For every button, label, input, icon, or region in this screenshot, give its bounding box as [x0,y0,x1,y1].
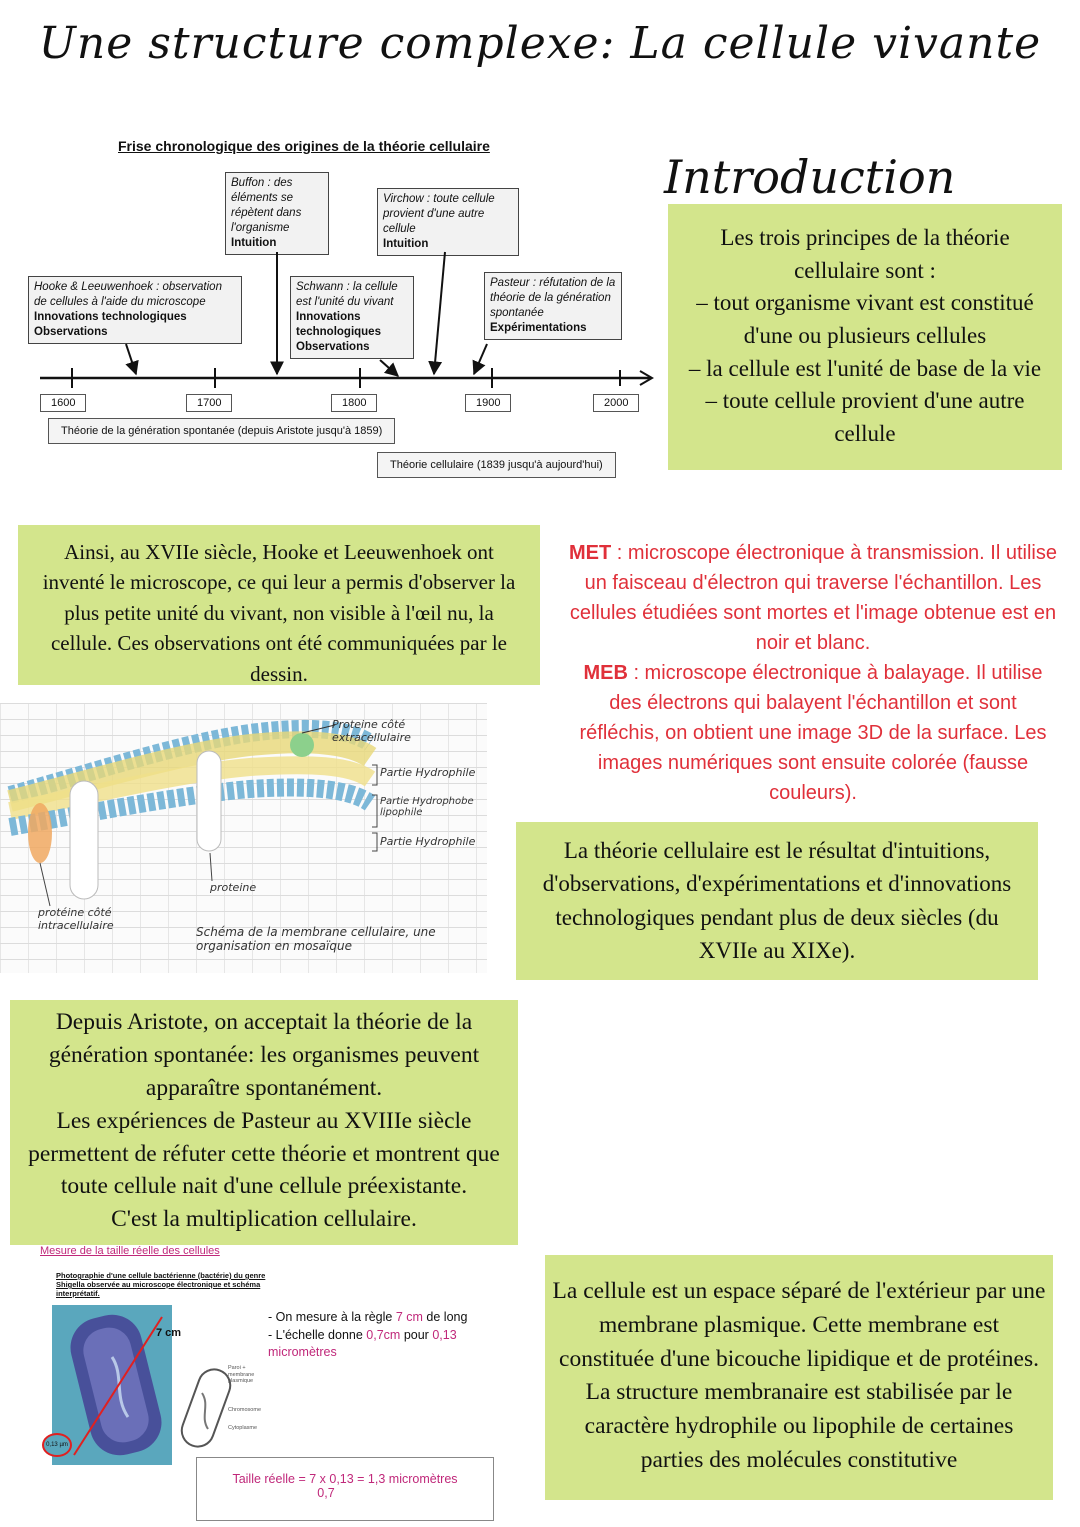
line2-mid: pour [400,1327,433,1342]
event-type: Intuition [383,237,429,250]
year-2000: 2000 [593,394,639,412]
intro-heading: Introduction [664,150,956,204]
event-text: toute cellule provient d'une autre cellule [383,193,495,235]
measure-lines [268,1309,498,1362]
met-text: : microscope électronique à transmission. Il utilise un faisceau d'électron qui traverse l'échantillon. Les cellules étudiées sont mortes et l'image obtenue est en noir et blanc. [569,542,1057,654]
measure-caption: Photographie d'une cellule bactérienne (bactérie) du genre Shigella observée au microscope électronique et schéma interprétatif. [56,1271,266,1298]
meb-text: : microscope électronique à balayage. Il utilise des électrons qui balayent l'échantillon et sont réfléchis, on obtient une image 3D de la surface. Les images numériques sont ensuite colorée (fausse couleurs). [579,662,1047,804]
intro-block: Les trois principes de la théorie cellulaire sont : – tout organisme vivant est constitué d'une ou plusieurs cellules – la cellule est l'unité de base de la vie – toute cellule provient d'une autre cellule [668,204,1062,470]
measure-line-1 [268,1309,498,1327]
event-text: observation de cellules à l'aide du microscope [34,281,222,308]
event-text: réfutation de la théorie de la génération spontanée [490,277,616,319]
meb-label: MEB [583,662,628,684]
label-hydrophilic-top: Partie Hydrophile [380,766,476,779]
formula-denominator: 0,7 [317,1486,335,1500]
event-author: Buffon : [231,177,271,189]
hooke-block: Ainsi, au XVIIe siècle, Hooke et Leeuwenhoek ont inventé le microscope, ce qui leur a permis d'observer la plus petite unité du vivant, non visible à l'œil nu, la cellule. Ces observations ont été communiquées par le dessin. [18,525,540,685]
bar-spontaneous-generation: Théorie de la génération spontanée (depuis Aristote jusqu'à 1859) [48,418,395,444]
year-1700: 1700 [186,394,232,412]
title-part2: La cellule vivante [630,18,1042,69]
event-text: des éléments se répètent dans l'organisme [231,177,302,234]
bacterium-schema [180,1363,235,1453]
event-type: Innovations technologiques Observations [34,310,187,338]
event-author: Pasteur : [490,277,537,289]
timeline-heading: Frise chronologique des origines de la théorie cellulaire [118,138,490,154]
aristote-block: Depuis Aristote, on acceptait la théorie de la génération spontanée: les organismes peuvent apparaître spontanément. Les expériences de Pasteur au XVIIIe siècle permettent de réfuter cette théorie et montrent que toute cellule nait d'une cellule préexistante. C'est la multiplication cellulaire. [10,1000,518,1245]
event-type: Innovations technologiques Observations [296,310,381,353]
line2-value1: 0,7cm [366,1327,401,1342]
event-author: Schwann : [296,281,350,293]
event-author: Virchow : [383,193,431,205]
year-1900: 1900 [465,394,511,412]
label-extracellular-protein: Proteine côté extracellulaire [332,718,411,744]
page-title [0,18,1080,69]
membrane-drawing [0,703,487,973]
title-separator: : [599,18,616,69]
line1-value: 7 cm [395,1310,423,1324]
measure-line-2 [268,1327,498,1362]
drawing-caption: Schéma de la membrane cellulaire, une organisation en mosaïque [196,925,436,953]
label-lipophilic: Partie Hydrophobe lipophile [380,796,474,818]
ruler-label: 7 cm [156,1327,182,1339]
formula-box [196,1457,494,1521]
event-text: la cellule est l'unité du vivant [296,281,398,308]
schema-label-chromosome: Chromosome [228,1407,262,1413]
event-author: Hooke & Leeuwenhoek : [34,281,160,293]
line2-pre: - L'échelle donne [268,1327,367,1342]
year-1600: 1600 [40,394,86,412]
scale-tag: 0,13 µm [42,1433,72,1457]
title-part1: Une structure complexe [38,18,600,69]
schema-label-cytoplasm: Cytoplasme [228,1425,258,1431]
membrane-block: La cellule est un espace séparé de l'extérieur par une membrane plasmique. Cette membrane est constituée d'une bicouche lipidique et de protéines. La structure membranaire est stabilisée par le caractère hydrophile ou lipophile de certaines parties des molécules constitutive [545,1255,1053,1500]
line2-value2: 0,13 micromètres [268,1327,457,1359]
event-type: Expérimentations [490,321,587,334]
microscopes-note [568,538,1058,808]
bar-cell-theory: Théorie cellulaire (1839 jusqu'à aujourd'hui) [377,452,616,478]
label-protein: proteine [210,881,257,894]
measure-heading: Mesure de la taille réelle des cellules [40,1245,220,1257]
year-1800: 1800 [331,394,377,412]
event-type: Intuition [231,236,277,249]
label-hydrophilic-bottom: Partie Hydrophile [380,835,476,848]
line1-pre: - On mesure à la règle [268,1310,396,1324]
measure-section [30,1243,500,1523]
label-intracellular-protein: protéine côté intracellulaire [38,906,114,932]
schema-label-wall: Paroi + membrane plasmique [228,1365,255,1385]
met-label: MET [569,542,612,564]
formula: Taille réelle = 7 x 0,13 = 1,3 micromètres [232,1472,458,1486]
theory-block: La théorie cellulaire est le résultat d'intuitions, d'observations, d'expérimentations et d'innovations technologiques pendant plus de deux siècles (du XVIIe au XIXe). [516,822,1038,980]
line1-post: de long [422,1310,468,1324]
timeline [0,160,660,490]
